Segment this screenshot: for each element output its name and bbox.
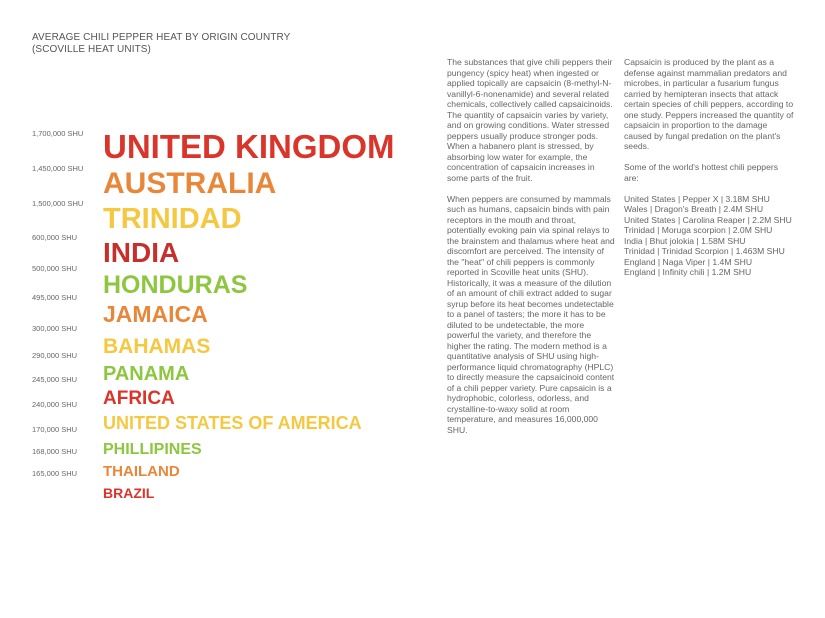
country-label-panama: PANAMA	[103, 363, 190, 385]
country-label-honduras: HONDURAS	[103, 271, 248, 299]
list-item: United States | Carolina Reaper | 2.2M SHU	[624, 214, 792, 225]
value-label-honduras: 500,000 SHU	[32, 264, 78, 273]
paragraph-1: The substances that give chili peppers their pungency (spicy heat) when ingested or applied topically are capsaicin (8-methyl-N-vanillyl-6-nonenamide) and several related chemicals, collectively called capsaicinoids. The quantity of capsaicin varies by variety, and on growing conditions. Water stressed peppers usually produce stronger pods. When a habanero plant is stressed, by absorbing low water for example, the concentration of capsaicin increases in some parts of the fruit.	[447, 57, 613, 183]
paragraph-2: When peppers are consumed by mammals such as humans, capsaicin binds with pain receptors in the mouth and throat, potentially evoking pain via spinal relays to the brainstem and thalamus where heat and discomfort are perceived. The intensity of the "heat" of chili peppers is commonly reported in Scoville heat units (SHU). Historically, it was a measure of the dilution of an amount of chili extract added to sugar syrup before its heat becomes undetectable to a panel of tasters; the more it has to be diluted to be undetectable, the more powerful the variety, and therefore the higher the rating. The modern method is a quantitative analysis of SHU using high-performance liquid chromatography (HPLC) to directly measure the capsaicinoid content of a chili pepper variety. Pure capsaicin is a hydrophobic, colorless, odorless, and crystalline-to-waxy solid at room temperature, and measures 16,000,000 SHU.	[447, 193, 615, 435]
list-item: Trinidad | Moruga scorpion | 2.0M SHU	[624, 225, 773, 235]
value-label-bahamas: 300,000 SHU	[32, 324, 78, 333]
list-item: India | Bhut jolokia | 1.58M SHU	[624, 235, 746, 246]
country-label-united-states-of-america: UNITED STATES OF AMERICA	[103, 413, 362, 433]
list-item: England | Naga Viper | 1.4M SHU	[624, 256, 753, 267]
value-label-thailand: 168,000 SHU	[32, 447, 78, 456]
country-label-africa: AFRICA	[103, 388, 175, 409]
country-label-united-kingdom: UNITED KINGDOM	[103, 128, 395, 165]
text-column-2	[624, 57, 794, 278]
hottest-peppers-list	[624, 194, 794, 278]
country-label-jamaica: JAMAICA	[103, 301, 208, 327]
country-label-bahamas: BAHAMAS	[103, 335, 211, 358]
text-column-1	[447, 57, 615, 446]
value-label-united-kingdom: 1,700,000 SHU	[32, 129, 84, 138]
value-label-phillipines: 170,000 SHU	[32, 425, 78, 434]
country-label-brazil: BRAZIL	[103, 485, 155, 501]
country-label-trinidad: TRINIDAD	[103, 203, 242, 235]
list-item: Wales | Dragon's Breath | 2.4M SHU	[624, 204, 764, 214]
list-item: England | Infinity chili | 1.2M SHU	[624, 267, 752, 277]
paragraph-4: Some of the world's hottest chili peppers are:	[624, 162, 779, 183]
chart-title: AVERAGE CHILI PEPPER HEAT BY ORIGIN COUNTRY	[32, 32, 291, 43]
value-label-jamaica: 495,000 SHU	[32, 293, 78, 302]
country-label-india: INDIA	[103, 237, 180, 268]
list-item: United States | Pepper X | 3.18M SHU	[624, 193, 770, 204]
paragraph-3: Capsaicin is produced by the plant as a defense against mammalian predators and microbes, in particular a fusarium fungus carried by hemipteran insects that attack certain species of chili peppers, according to one study. Peppers increased the quantity of capsaicin in proportion to the damage caused by fungal predation on the plant's seeds.	[624, 57, 794, 151]
value-label-india: 600,000 SHU	[32, 233, 78, 242]
value-label-brazil: 165,000 SHU	[32, 469, 78, 478]
value-label-africa: 245,000 SHU	[32, 375, 78, 384]
chart-subtitle: (SCOVILLE HEAT UNITS)	[32, 44, 151, 55]
value-label-panama: 290,000 SHU	[32, 351, 78, 360]
value-label-trinidad: 1,500,000 SHU	[32, 199, 84, 208]
country-label-thailand: THAILAND	[103, 463, 180, 480]
value-label-australia: 1,450,000 SHU	[32, 164, 84, 173]
list-item: Trinidad | Trinidad Scorpion | 1.463M SHU	[624, 246, 785, 256]
value-label-united-states-of-america: 240,000 SHU	[32, 400, 78, 409]
country-label-australia: AUSTRALIA	[103, 167, 277, 200]
country-label-phillipines: PHILLIPINES	[103, 441, 202, 458]
